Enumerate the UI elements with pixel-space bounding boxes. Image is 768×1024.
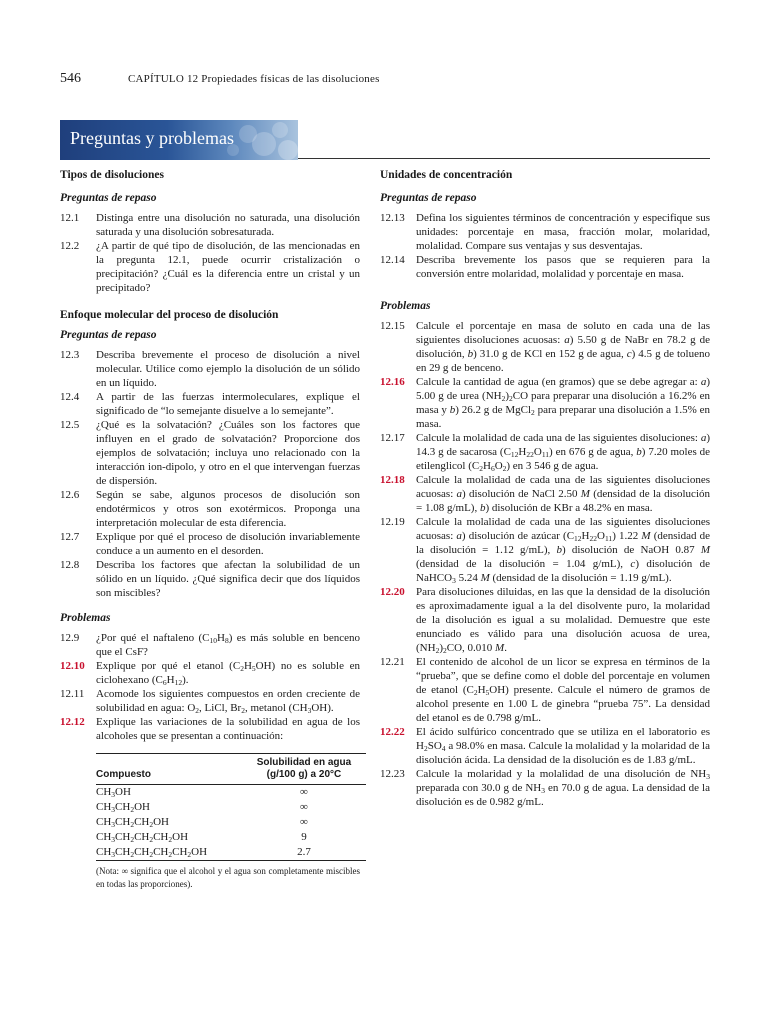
question-number: 12.15 (380, 320, 405, 332)
question-number: 12.11 (60, 688, 85, 700)
question-number: 12.4 (60, 391, 80, 403)
question-text: Describa los factores que afectan la solubilidad de un sólido en un líquido. ¿Qué significa decir que dos líquidos son miscibles? (96, 559, 360, 599)
problem-12-23 (380, 767, 710, 809)
question-text: Calcule el porcentaje en masa de soluto en cada una de las siguientes disoluciones acuosas: a) 5.50 g de NaBr en 78.2 g de disolución, b) 31.0 g de KCl en 152 g de agua, c) 4.5 g de tolueno en 29 g de benceno. (416, 320, 710, 374)
question-text: El contenido de alcohol de un licor se expresa en términos de la “prueba”, que se define como el doble del porcentaje en volumen de etanol $(C_2H_5OH)$ presente. Calcule el número de gramos de alcohol presente en 1.00 L de ginebra “prueba 75”. La densidad del etanol es de 0.798 g/mL. (416, 656, 710, 724)
problem-12-22 (380, 725, 710, 767)
solubility-cell: ∞ (300, 816, 308, 828)
question-text: Defina los siguientes términos de concentración y especifique sus unidades: porcentaje en masa, fracción molar, molaridad, molalidad. Compare sus ventajas y sus desventajas. (416, 212, 710, 252)
question-number: 12.21 (380, 656, 405, 668)
question-12-14 (380, 253, 710, 281)
problem-12-16 (380, 375, 710, 431)
solubility-cell: ∞ (300, 801, 308, 813)
question-number: 12.18 (380, 474, 405, 486)
subsection-title: Preguntas de repaso (60, 329, 157, 341)
section-title: Unidades de concentración (380, 169, 513, 181)
question-number: 12.16 (380, 376, 405, 388)
question-text: Calcule la molalidad de cada una de las siguientes disoluciones acuosas: a) disolución de NaCl 2.50 M (densidad de la disolución = 1.08 g/mL), b) disolución de KBr a 48.2% en masa. (416, 474, 710, 514)
question-text: Calcule la molalidad de cada una de las siguientes disoluciones: a) 14.3 g de sacarosa $(C_{12}H_{22}O_{11})$ en 676 g de agua, b) 7.20 moles de etilenglicol $(C_2H_6O_2)$ en 3 546 g de agua. (416, 432, 710, 473)
question-number: 12.22 (380, 726, 405, 738)
question-12-13 (380, 211, 710, 253)
question-number: 12.1 (60, 212, 80, 224)
question-12-1 (60, 211, 360, 239)
problem-12-17 (380, 431, 710, 473)
question-number: 12.17 (380, 432, 405, 444)
table-row (96, 845, 366, 861)
question-number: 12.10 (60, 660, 85, 672)
compound-cell: $CH_3CH_2OH$ (96, 801, 150, 814)
chapter-title: CAPÍTULO 12 Propiedades físicas de las disoluciones (128, 73, 380, 85)
problem-12-9 (60, 631, 360, 659)
table-row (96, 815, 366, 830)
question-number: 12.8 (60, 559, 80, 571)
table-header: Solubilidad en agua (g/100 g) a 20°C (256, 757, 352, 780)
table-row (96, 800, 366, 815)
table-note: (Nota: ∞ significa que el alcohol y el agua son completamente miscibles en todas las proporciones). (96, 866, 360, 889)
table-row (96, 830, 366, 845)
solubility-cell: 2.7 (297, 846, 311, 858)
question-number: 12.19 (380, 516, 405, 528)
solubility-cell: 9 (301, 831, 307, 843)
question-text: Para disoluciones diluidas, en las que la densidad de la disolución es aproximadamente igual a la del disolvente puro, la molaridad de la disolución es igual a su molalidad. Demuestre que este enunciado es válido para una disolución acuosa de urea, $(NH_2)_2CO$, 0.010 M. (416, 586, 710, 655)
table-header-row (96, 754, 366, 785)
problem-12-20 (380, 585, 710, 655)
compound-cell: $CH_3CH_2CH_2OH$ (96, 816, 169, 829)
question-text: Explique por qué el etanol $(C_2H_5OH)$ no es soluble en ciclohexano $(C_6H_{12})$. (96, 660, 360, 687)
question-number: 12.7 (60, 531, 80, 543)
solubility-table (96, 753, 366, 861)
question-number: 12.20 (380, 586, 405, 598)
question-text: Acomode los siguientes compuestos en orden creciente de solubilidad en agua: $O_2$, LiCl, $Br_2$, metanol $(CH_3OH)$. (96, 688, 360, 715)
question-number: 12.9 (60, 632, 80, 644)
question-number: 12.5 (60, 419, 80, 431)
question-text: A partir de las fuerzas intermoleculares, explique el significado de “lo semejante disuelve a lo semejante”. (96, 391, 360, 417)
question-text: Distinga entre una disolución no saturada, una disolución saturada y una disolución sobresaturada. (96, 212, 360, 238)
question-12-8 (60, 558, 360, 600)
problem-12-11 (60, 687, 360, 715)
problem-12-10 (60, 659, 360, 687)
question-number: 12.14 (380, 254, 405, 266)
problem-12-21 (380, 655, 710, 725)
table-header: Compuesto (96, 769, 151, 780)
problem-12-18 (380, 473, 710, 515)
compound-cell: $CH_3OH$ (96, 786, 131, 799)
problem-12-15 (380, 319, 710, 375)
question-12-2 (60, 239, 360, 295)
subsection-title: Problemas (380, 300, 431, 312)
question-number: 12.6 (60, 489, 80, 501)
question-number: 12.13 (380, 212, 405, 224)
question-12-4 (60, 390, 360, 418)
question-text: Según se sabe, algunos procesos de disolución son endotérmicos y otros son exotérmicos. Proponga una interpretación molecular de esta diferencia. (96, 489, 360, 529)
question-12-7 (60, 530, 360, 558)
section-banner (60, 120, 298, 160)
subsection-title: Problemas (60, 612, 111, 624)
question-text: Describa brevemente el proceso de disolución a nivel molecular. Utilice como ejemplo la disolución de un sólido en un líquido. (96, 349, 360, 389)
compound-cell: $CH_3CH_2CH_2CH_2OH$ (96, 831, 189, 844)
left-column (60, 168, 360, 891)
question-12-5 (60, 418, 360, 488)
solubility-cell: ∞ (300, 786, 308, 798)
section-title: Enfoque molecular del proceso de disolución (60, 309, 279, 321)
compound-cell: $CH_3CH_2CH_2CH_2CH_2OH$ (96, 846, 208, 859)
question-text: ¿A partir de qué tipo de disolución, de las mencionadas en la pregunta 12.1, puede ocurrir cristalización o precipitación? ¿Cuál es la diferencia entre un cristal y un precipitado? (96, 240, 360, 294)
question-12-3 (60, 348, 360, 390)
subsection-title: Preguntas de repaso (60, 192, 157, 204)
question-number: 12.3 (60, 349, 80, 361)
right-column (380, 168, 710, 809)
header-rule (298, 158, 710, 159)
question-text: ¿Qué es la solvatación? ¿Cuáles son los factores que influyen en el grado de solvatación? Proporcione dos ejemplos de solvatación; incluya uno relacionado con la interacción ion-dipolo, y otro en el que intervengan fuerzas de dispersión. (96, 419, 360, 487)
question-text: Calcule la cantidad de agua (en gramos) que se debe agregar a: a) 5.00 g de urea $(NH_2)_2CO$ para preparar una disolución a 16.2% en masa y b) 26.2 g de MgCl$_2$ para preparar una disolución a 1.5% en masa. (416, 376, 710, 430)
question-12-6 (60, 488, 360, 530)
subsection-title: Preguntas de repaso (380, 192, 477, 204)
page-number: 546 (60, 71, 81, 86)
question-text: Describa brevemente los pasos que se requieren para la conversión entre molaridad, molalidad y porcentaje en masa. (416, 254, 710, 280)
question-number: 12.2 (60, 240, 80, 252)
question-text: El ácido sulfúrico concentrado que se utiliza en el laboratorio es $H_2SO_4$ a 98.0% en masa. Calcule la molalidad y la molaridad de la disolución ácida. La densidad de la disolución es de 1.83 g/mL. (416, 726, 710, 766)
question-text: ¿Por qué el naftaleno $(C_{10}H_8)$ es más soluble en benceno que el CsF? (96, 632, 360, 658)
section-title: Tipos de disoluciones (60, 169, 164, 181)
question-text: Calcule la molalidad de cada una de las siguientes disoluciones acuosas: a) disolución de azúcar $(C_{12}H_{22}O_{11})$ 1.22 M (densidad de la disolución = 1.12 g/mL), b) disolución de NaOH 0.87 M (densidad de la disolución = 1.04 g/mL), c) disolución de NaHCO$_3$ 5.24 M (densidad de la disolución = 1.19 g/mL). (416, 516, 711, 585)
table-row (96, 785, 366, 801)
problem-12-19 (380, 515, 710, 585)
banner-title: Preguntas y problemas (70, 128, 234, 148)
question-text: Explique las variaciones de la solubilidad en agua de los alcoholes que se presentan a continuación: (96, 716, 360, 742)
problem-12-12 (60, 715, 360, 743)
question-number: 12.23 (380, 768, 405, 780)
running-head (60, 73, 708, 93)
question-number: 12.12 (60, 716, 85, 728)
question-text: Calcule la molaridad y la molalidad de una disolución de $NH_3$ preparada con 30.0 g de $NH_3$ en 70.0 g de agua. La densidad de la disolución es de 0.982 g/mL. (416, 768, 710, 808)
question-text: Explique por qué el proceso de disolución invariablemente conduce a un aumento en el desorden. (96, 531, 360, 557)
